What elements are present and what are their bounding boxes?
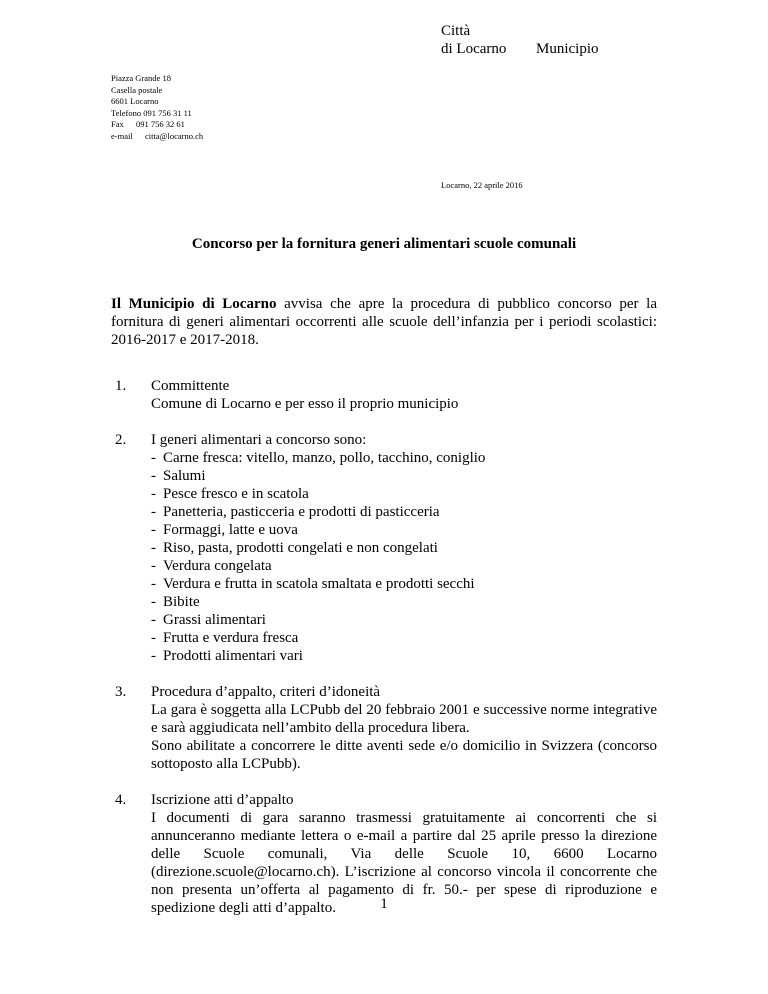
- intro-paragraph: [111, 295, 657, 349]
- document-title: Concorso per la fornitura generi alimentari scuole comunali: [191, 236, 577, 252]
- section-number: 1.: [115, 378, 127, 394]
- section-number: 2.: [115, 432, 127, 448]
- address-email: [111, 131, 203, 143]
- address-email-value: citta@locarno.ch: [145, 130, 204, 141]
- section-body: Sono abilitate a concorrere le ditte aventi sede e/o domicilio in Svizzera (concorso sottoposto alla LCPubb).: [151, 738, 657, 772]
- list-item: - Prodotti alimentari vari: [151, 648, 303, 664]
- section-heading: Procedura d’appalto, criteri d’idoneità: [151, 684, 381, 700]
- address-postal: 6601 Locarno: [111, 96, 159, 107]
- section-number: 4.: [115, 792, 127, 808]
- address-phone: Telefono 091 756 31 11: [111, 107, 192, 118]
- list-item: - Grassi alimentari: [151, 612, 266, 628]
- section-number: 3.: [115, 684, 127, 700]
- address-fax-label: Fax: [111, 119, 124, 130]
- intro-bold: Il Municipio di Locarno: [111, 296, 277, 312]
- letterhead-city-line1: Città: [441, 23, 471, 39]
- address-fax-value: 091 756 32 61: [136, 119, 185, 130]
- address-street: Piazza Grande 18: [111, 73, 171, 83]
- address-po-box: Casella postale: [111, 84, 163, 95]
- list-item: - Formaggi, latte e uova: [151, 522, 298, 538]
- address-block: [111, 73, 203, 143]
- page-number: 1: [380, 896, 388, 912]
- section-body: I documenti di gara saranno trasmessi gratuitamente ai concorrenti che si annunceranno mediante lettera o e-mail a partire dal 25 aprile presso la direzione delle Scuole comunali, Via delle Scuole 10, 6600 Locarno (direzione.scuole@locarno.ch). L’iscrizione al concorso vincola il concorrente che non presenta un’offerta al pagamento di fr. 50.- per spese di riproduzione e spedizione degli atti d’appalto.: [151, 810, 657, 916]
- document-body: [111, 295, 657, 917]
- list-item: - Riso, pasta, prodotti congelati e non congelati: [151, 540, 438, 556]
- section-body: La gara è soggetta alla LCPubb del 20 febbraio 2001 e successive norme integrative e sarà aggiudicata nell’ambito della procedura libera.: [151, 702, 657, 736]
- list-item: - Salumi: [151, 468, 206, 484]
- list-item: - Bibite: [151, 594, 200, 610]
- letterhead-department: Municipio: [536, 41, 599, 57]
- address-email-label: e-mail: [111, 130, 133, 141]
- letterhead-city-line2: di Locarno: [441, 41, 507, 57]
- list-item: - Pesce fresco e in scatola: [151, 486, 309, 502]
- list-item: - Carne fresca: vitello, manzo, pollo, tacchino, coniglio: [151, 450, 486, 466]
- date-line: Locarno, 22 aprile 2016: [441, 180, 523, 190]
- list-item: - Frutta e verdura fresca: [151, 630, 299, 646]
- section-heading: I generi alimentari a concorso sono:: [151, 432, 367, 448]
- list-item: - Panetteria, pasticceria e prodotti di pasticceria: [151, 504, 440, 520]
- list-item: - Verdura congelata: [151, 558, 272, 574]
- intro-text: avvisa che apre la procedura di pubblico concorso per la fornitura di generi alimentari occorrenti alle scuole dell’infanzia per i periodi scolastici: 2016-2017 e 2017-2018.: [111, 296, 657, 348]
- section-3: [111, 683, 657, 773]
- section-heading: Iscrizione atti d’appalto: [151, 792, 294, 808]
- section-body: Comune di Locarno e per esso il proprio municipio: [151, 396, 459, 412]
- letterhead-city: [441, 22, 506, 58]
- section-2: [111, 431, 657, 665]
- section-heading: Committente: [151, 378, 230, 394]
- address-fax: [111, 119, 203, 131]
- section-1: [111, 377, 657, 413]
- list-item: - Verdura e frutta in scatola smaltata e prodotti secchi: [151, 576, 475, 592]
